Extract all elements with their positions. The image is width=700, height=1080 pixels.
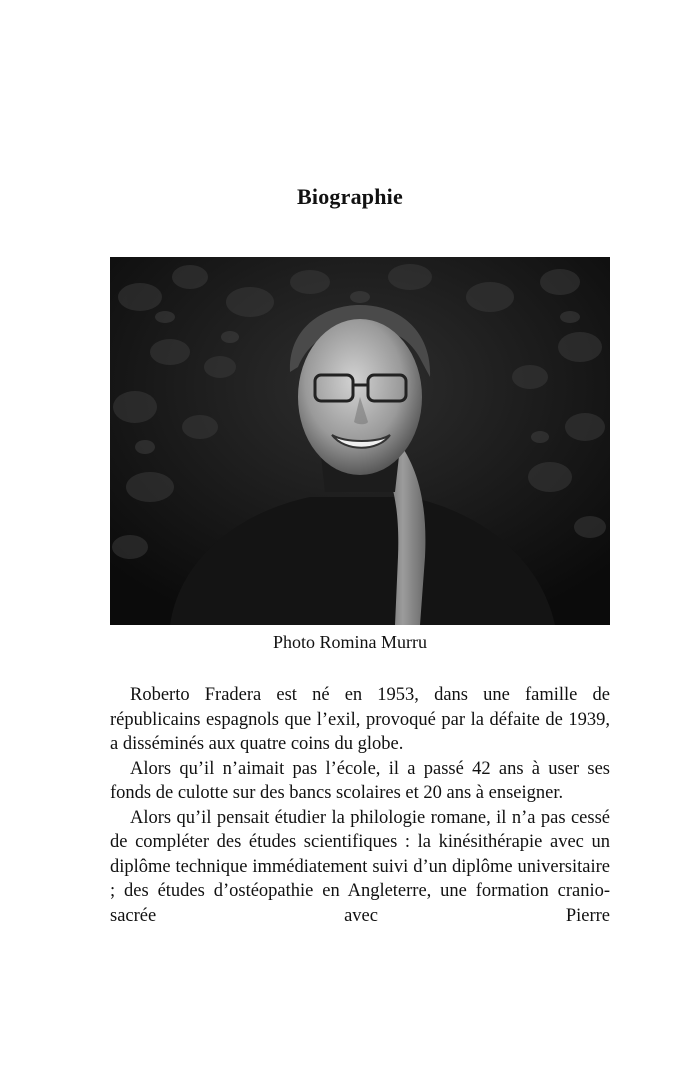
biography-text: [110, 683, 610, 928]
bio-paragraph: Roberto Fradera est né en 1953, dans une famille de républicains espagnols que l’exil, provoqué par la défaite de 1939, a disséminés aux quatre coins du globe.: [110, 685, 610, 754]
photo-caption: Photo Romina Murru: [272, 632, 427, 652]
bio-paragraph: Alors qu’il pensait étudier la philologie romane, il n’a pas cessé de compléter des études scientifiques : la kinésithérapie avec un diplôme technique immédiatement suivi d’un diplôme universitaire ; des études d’ostéopathie en Angleterre, une formation cranio-sacrée avec Pierre: [110, 807, 610, 926]
page-title: Biographie: [297, 184, 403, 209]
portrait-photo: [110, 257, 610, 625]
bio-paragraph: Alors qu’il n’aimait pas l’école, il a passé 42 ans à user ses fonds de culotte sur des bancs scolaires et 20 ans à enseigner.: [110, 758, 610, 803]
